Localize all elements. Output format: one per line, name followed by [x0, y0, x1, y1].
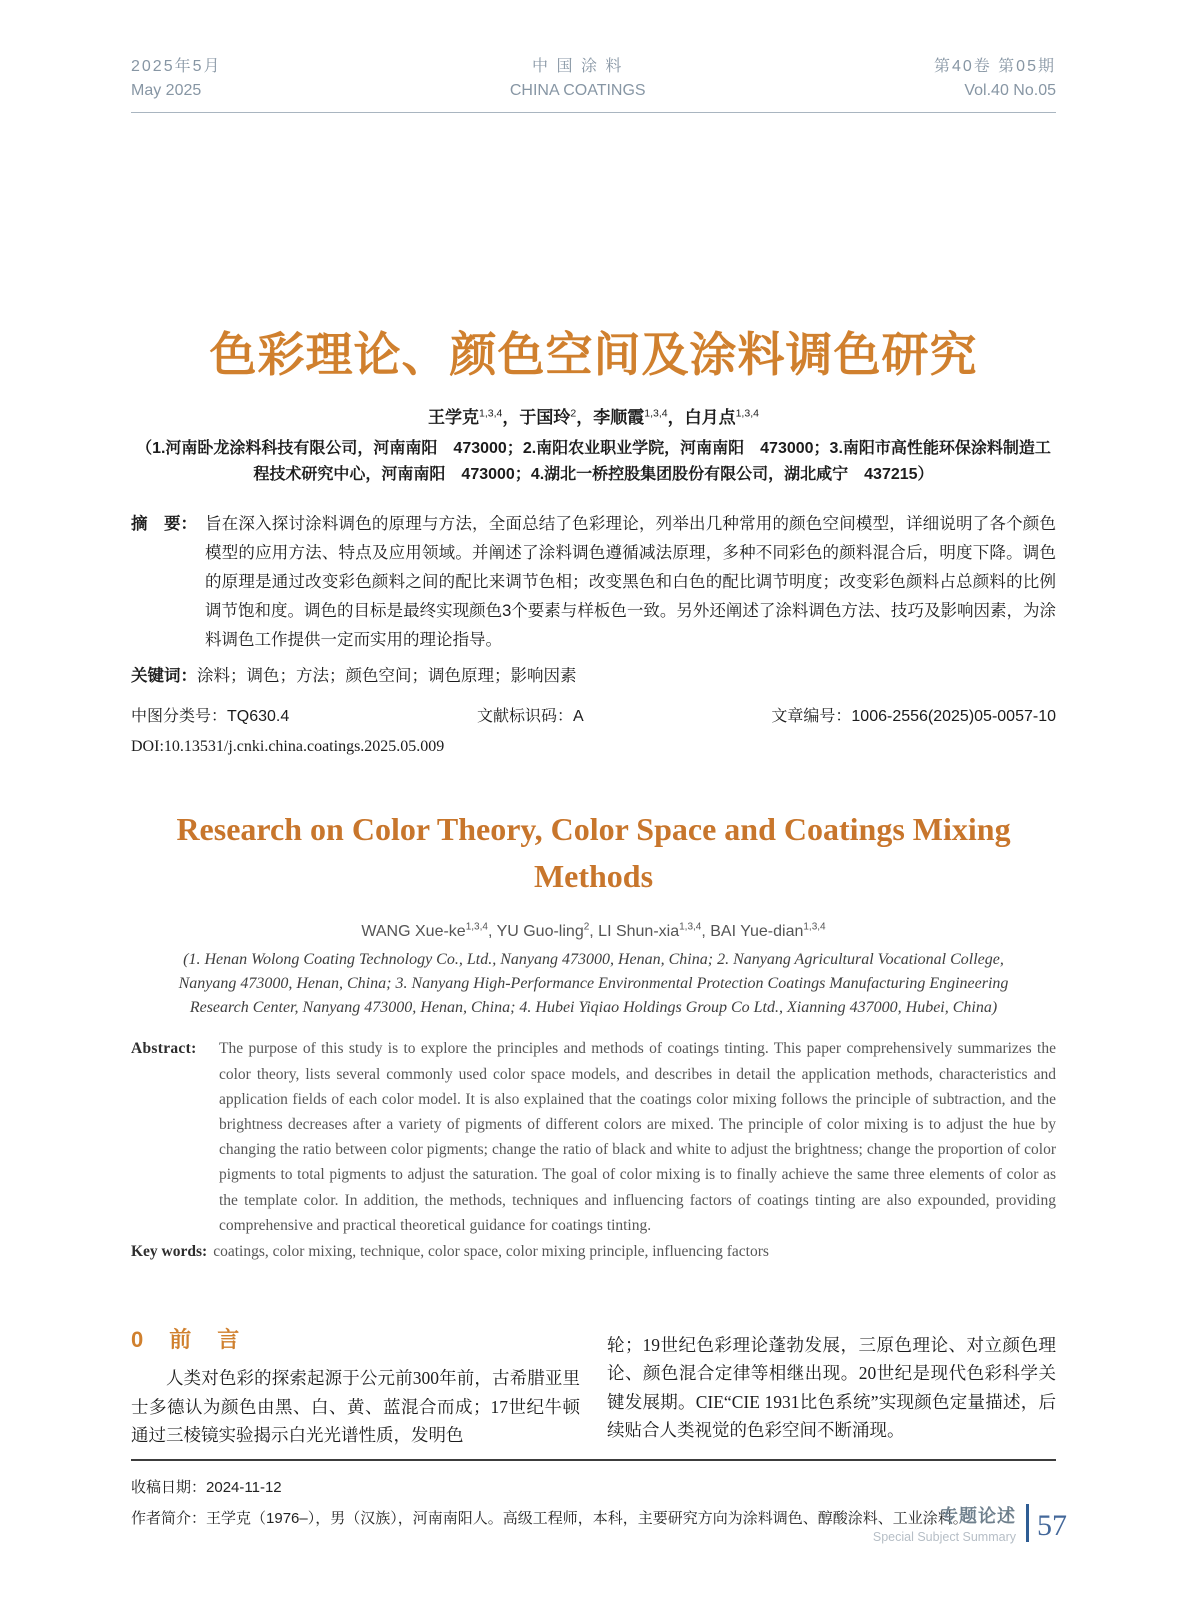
author-zh: 王学克$^{1,3,4}$，: [428, 407, 520, 427]
abstract-en: [131, 1036, 1056, 1238]
keywords-en-label: Key words:: [131, 1242, 208, 1260]
running-head-issue: [934, 55, 1056, 103]
abstract-zh-label: 摘 要：: [131, 515, 197, 533]
abstract-en-text: The purpose of this study is to explore the principles and methods of coatings tinting. This paper comprehensively summarizes the color theory, lists several commonly used color space models, and describes in detail the application methods, characteristics and application fields of each color model. It is also explained that the coatings color mixing follows the principle of subtraction, and the brightness decreases after a variety of pigments of different colors are mixed. The principle of color mixing is to adjust the hue by changing the ratio between color pigments; change the ratio of black and white to adjust the brightness; change the proportion of color pigments to total pigments to adjust the saturation. The goal of color mixing is to finally achieve the same three elements of color as the template color. In addition, the methods, techniques and influencing factors of coatings tinting are also expounded, providing comprehensive and practical theoretical guidance for coatings tinting.: [219, 1040, 1056, 1234]
keywords-zh-label: 关键词：: [131, 667, 197, 685]
author-affil-sup: 1,3,4: [465, 922, 488, 933]
date-zh: 2025年5月: [131, 58, 222, 75]
article-title-en-line1: Research on Color Theory, Color Space and Coatings Mixing: [176, 811, 1011, 847]
author-en: BAI Yue-dian$^{1,3,4}$: [710, 922, 826, 941]
author-en: YU Guo-ling$^2$,: [496, 922, 599, 941]
column-label: [873, 1502, 1026, 1544]
classification-row: [131, 703, 1056, 726]
author-affil-sup: 1,3,4: [479, 407, 503, 420]
footnote-divider: [131, 1459, 1056, 1461]
affiliations-zh: [131, 436, 1056, 488]
column-label-en: Special Subject Summary: [872, 1530, 1016, 1544]
body-paragraph-left: 人类对色彩的探索起源于公元前300年前，古希腊亚里士多德认为颜色由黑、白、黄、蓝混合而成；17世纪牛顿通过三棱镜实验揭示白光光谱性质，发明色: [131, 1368, 580, 1446]
body-column-right: [607, 1326, 1056, 1450]
abstract-en-label: Abstract:: [131, 1040, 197, 1058]
page-footer: [873, 1502, 1067, 1544]
author-affil-sup: 2: [583, 922, 590, 933]
keywords-en-text: coatings, color mixing, technique, color space, color mixing principle, influencing factors: [213, 1242, 769, 1260]
date-en: May 2025: [131, 82, 202, 99]
article-title-en-line2: Methods: [533, 858, 654, 894]
page-number: 57: [1037, 1509, 1067, 1542]
article-id: 文章编号：1006-2556(2025)05-0057-10: [771, 708, 1056, 725]
received-date: 收稿日期：2024-11-12: [131, 1478, 282, 1496]
keywords-zh-text: 涂料；调色；方法；颜色空间；调色原理；影响因素: [197, 667, 577, 685]
author-affil-sup: 1,3,4: [644, 407, 668, 420]
author-affil-sup: 1,3,4: [803, 922, 826, 933]
author-bio: 作者简介：王学克（1976–），男（汉族），河南南阳人。高级工程师，本科，主要研究方向为涂料调色、醇酸涂料、工业涂料。: [131, 1509, 968, 1527]
running-head: [131, 55, 1056, 113]
clc-number: 中图分类号：TQ630.4: [131, 708, 290, 725]
document-code: 文献标识码：A: [476, 708, 584, 725]
running-head-journal: [510, 55, 646, 103]
authors-zh: [131, 403, 1056, 428]
keywords-zh: [131, 662, 1056, 690]
affiliation-en-line: Nanyang 473000, Henan, China; 3. Nanyang High-Performance Environmental Protection Coatings Manufacturing Engineering: [178, 975, 1009, 993]
journal-name-en: CHINA COATINGS: [509, 82, 646, 99]
author-en: WANG Xue-ke$^{1,3,4}$,: [361, 922, 497, 941]
journal-name-zh: 中 国 涂 料: [532, 58, 624, 75]
authors-en: [131, 922, 1056, 941]
body-column-left: [131, 1326, 580, 1450]
column-label-zh: 专题论述: [940, 1506, 1016, 1526]
article-title-zh: 色彩理论、颜色空间及涂料调色研究: [209, 328, 978, 381]
author-zh: 白月点$^{1,3,4}$: [684, 407, 759, 427]
issue-en: Vol.40 No.05: [964, 82, 1056, 99]
body-columns: [131, 1326, 1056, 1450]
author-zh: 于国玲$^2$，: [519, 407, 594, 427]
affiliation-zh-line: 程技术研究中心，河南南阳 473000；4.湖北一桥控股集团股份有限公司，湖北咸宁 437215）: [253, 466, 934, 483]
author-affil-sup: 1,3,4: [679, 922, 702, 933]
keywords-en: [131, 1239, 1056, 1264]
doi: DOI:10.13531/j.cnki.china.coatings.2025.05.009: [131, 738, 445, 755]
author-zh: 李顺霞$^{1,3,4}$，: [593, 407, 685, 427]
issue-zh: 第40卷 第05期: [933, 58, 1056, 75]
body-paragraph-right: 轮；19世纪色彩理论蓬勃发展，三原色理论、对立颜色理论、颜色混合定律等相继出现。20世纪是现代色彩科学关键发展期。CIE“CIE 1931比色系统”实现颜色定量描述，后续贴合人类视觉的色彩空间不断涌现。: [607, 1334, 1056, 1441]
abstract-zh-text: 旨在深入探讨涂料调色的原理与方法，全面总结了色彩理论，列举出几种常用的颜色空间模型，详细说明了各个颜色模型的应用方法、特点及应用领域。并阐述了涂料调色遵循减法原理，多种不同彩色的颜料混合后，明度下降。调色的原理是通过改变彩色颜料之间的配比来调节色相；改变黑色和白色的配比调节明度；改变彩色颜料占总颜料的比例调节饱和度。调色的目标是最终实现颜色3个要素与样板色一致。另外还阐述了涂料调色方法、技巧及影响因素，为涂料调色工作提供一定而实用的理论指导。: [205, 515, 1056, 649]
author-affil-sup: 2: [570, 407, 577, 420]
affiliation-en-line: (1. Henan Wolong Coating Technology Co., Ltd., Nanyang 473000, Henan, China; 2. Nanyang Agricultural Vocational College,: [183, 951, 1004, 969]
affiliations-en: [131, 948, 1056, 1020]
author-en: LI Shun-xia$^{1,3,4}$,: [598, 922, 711, 941]
running-head-date: [131, 55, 222, 103]
author-affil-sup: 1,3,4: [735, 407, 759, 420]
abstract-zh: [131, 510, 1056, 655]
affiliation-zh-line: （1.河南卧龙涂料科技有限公司，河南南阳 473000；2.南阳农业职业学院，河南南阳 473000；3.南阳市高性能环保涂料制造工: [136, 440, 1051, 457]
section-heading: 0 前 言: [131, 1326, 242, 1352]
affiliation-en-line: Research Center, Nanyang 473000, Henan, China; 4. Hubei Yiqiao Holdings Group Co Ltd., Xianning 437000, Hubei, China): [189, 999, 998, 1017]
article-title-en: [131, 806, 1056, 900]
